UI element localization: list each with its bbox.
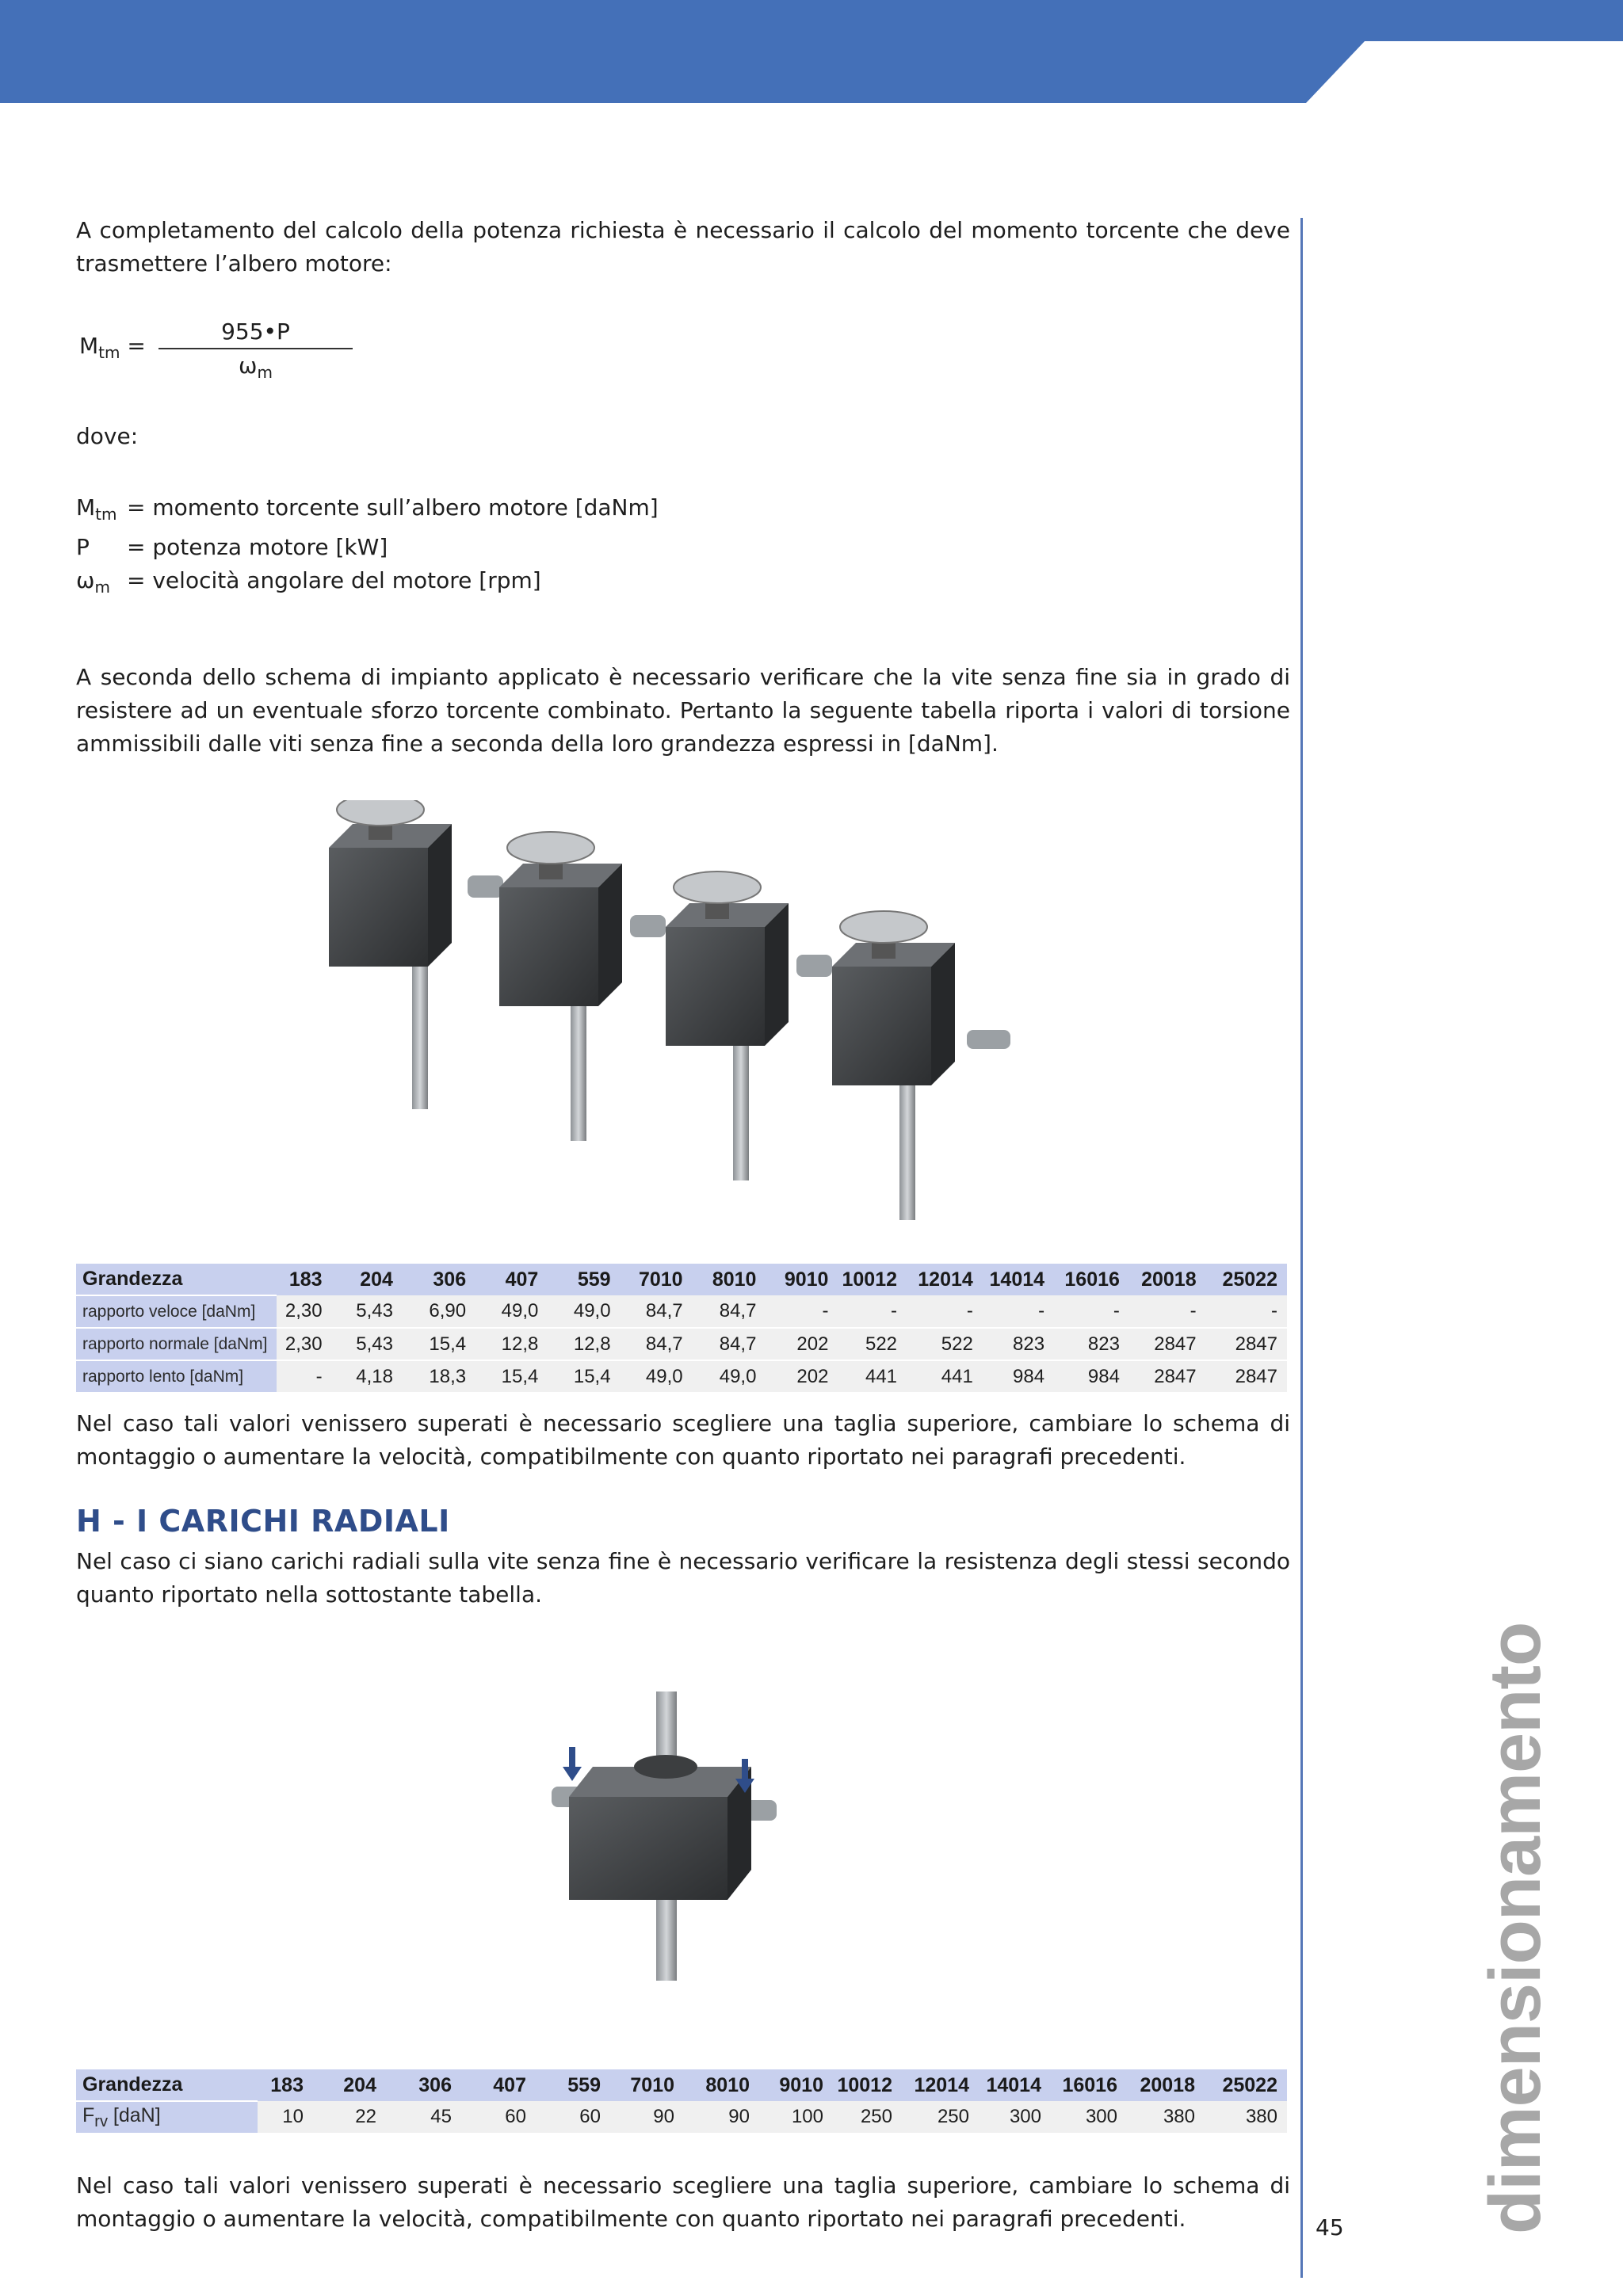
jack-unit-4 bbox=[796, 911, 1010, 1220]
top-banner bbox=[0, 0, 1623, 103]
definition-item: $M_{tm}$ = momento torcente sull’albero motore [daNm] bbox=[76, 494, 659, 524]
para2-paragraph: A seconda dello schema di impianto applicato è necessario verificare che la vite senza fine sia in grado di resistere ad un eventuale sforzo torcente combinato. Pertanto la seguente tabella riporta i valori di torsione ammissibili dalle viti senza fine a seconda della loro grandezza espressi in [daNm]. bbox=[76, 664, 1290, 757]
definition-item: P = potenza motore [kW] bbox=[76, 534, 388, 560]
jack-unit-3 bbox=[630, 871, 789, 1180]
formula-denominator: $\omega_m$ bbox=[239, 353, 273, 382]
intro-block bbox=[76, 214, 1290, 280]
para5-paragraph: Nel caso tali valori venissero superati è necessario scegliere una taglia superiore, cambiare lo schema di montaggio o aumentare la velocità, compatibilmente con quanto riportato nei paragrafi precedenti. bbox=[76, 2172, 1290, 2232]
formula-numerator: 955•P bbox=[158, 318, 353, 349]
intro-paragraph: A completamento del calcolo della potenza richiesta è necessario il calcolo del momento torcente che deve trasmettere l’albero motore: bbox=[76, 217, 1290, 277]
side-section-label: dimensionamento bbox=[1475, 1622, 1556, 2234]
para5-block bbox=[76, 2169, 1290, 2236]
para4-block bbox=[76, 1545, 1290, 1611]
formula-lhs: $M_{tm}$ = bbox=[79, 333, 146, 362]
table-row: rapporto veloce [daNm] 2,30 5,43 6,90 49,0 49,0 84,7 84,7 - - - - - - - bbox=[76, 1295, 1287, 1328]
definition-item: $\omega_m$ = velocità angolare del motore [rpm] bbox=[76, 567, 541, 597]
four-screw-jacks-image bbox=[317, 800, 1030, 1228]
section-title: H - I CARICHI RADIALI bbox=[76, 1504, 450, 1539]
definitions-list bbox=[76, 491, 659, 604]
table-row: rapporto lento [daNm] - 4,18 18,3 15,4 15,4 49,0 49,0 202 441 441 984 984 2847 2847 bbox=[76, 1360, 1287, 1393]
vertical-rule bbox=[1300, 218, 1303, 2278]
para3-block bbox=[76, 1407, 1290, 1474]
table-header-row: Grandezza 183 204 306 407 559 7010 8010 9010 10012 12014 14014 16016 20018 25022 bbox=[76, 2069, 1287, 2101]
single-screw-jack-image bbox=[547, 1688, 785, 1989]
radial-load-table bbox=[76, 2069, 1287, 2134]
table-row: $F_{rv}$ [daN] 10 22 45 60 60 90 90 100 250 250 300 300 380 380 bbox=[76, 2101, 1287, 2134]
table-row: rapporto normale [daNm] 2,30 5,43 15,4 12,8 12,8 84,7 84,7 202 522 522 823 823 2847 2847 bbox=[76, 1328, 1287, 1360]
para3-paragraph: Nel caso tali valori venissero superati è necessario scegliere una taglia superiore, cambiare lo schema di montaggio o aumentare la velocità, compatibilmente con quanto riportato nei paragrafi precedenti. bbox=[76, 1410, 1290, 1470]
formula-fraction bbox=[158, 318, 353, 382]
jack-unit-2 bbox=[468, 832, 622, 1141]
page-number: 45 bbox=[1316, 2214, 1344, 2241]
table-header-row: Grandezza 183 204 306 407 559 7010 8010 9010 10012 12014 14014 16016 20018 25022 bbox=[76, 1264, 1287, 1295]
jack-unit-1 bbox=[329, 800, 452, 1109]
section-heading bbox=[76, 1504, 450, 1539]
arrow-down-icon bbox=[563, 1747, 582, 1781]
dove-label: dove: bbox=[76, 423, 139, 449]
para2-block bbox=[76, 661, 1290, 761]
para4-paragraph: Nel caso ci siano carichi radiali sulla vite senza fine è necessario verificare la resistenza degli stessi secondo quanto riportato nella sottostante tabella. bbox=[76, 1548, 1290, 1608]
torsion-table bbox=[76, 1264, 1287, 1394]
